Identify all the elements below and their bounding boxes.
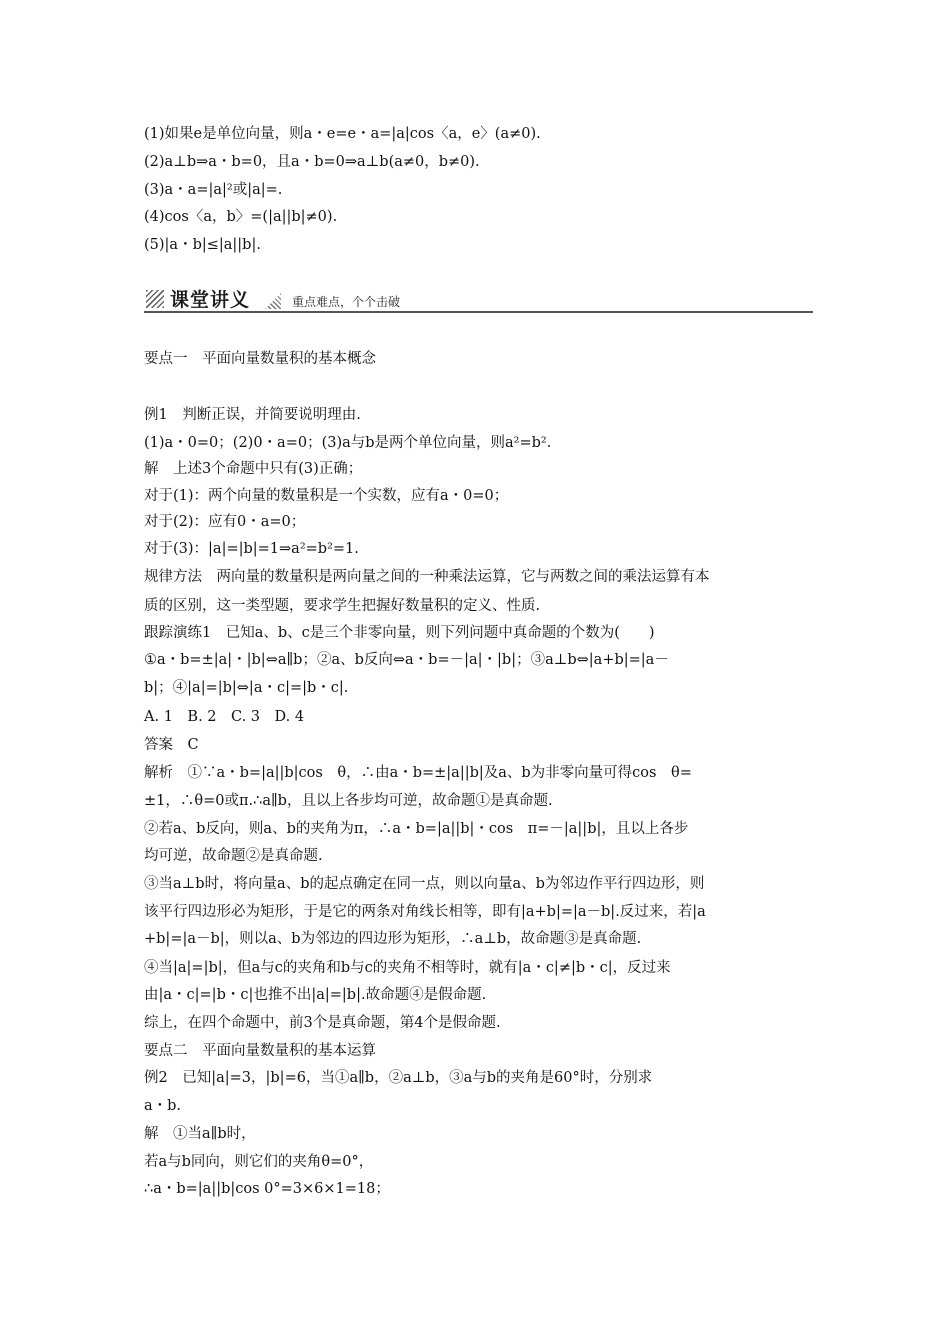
example1-line-13: 答案 C — [144, 737, 199, 753]
banner-stripes-icon — [146, 290, 164, 308]
example2-line-5: ∴a・b=|a||b|cos 0°=3×6×1=18； — [144, 1181, 390, 1197]
example1-line-23: 综上，在四个命题中，前3个是真命题，第4个是假命题. — [144, 1015, 501, 1031]
example1-line-22: 由|a・c|=|b・c|也推不出|a|=|b|.故命题④是假命题. — [144, 987, 487, 1003]
example1-line-16: ②若a、b反向，则a、b的夹角为π，∴a・b=|a||b|・cos π=－|a||b|，且以上各步 — [144, 821, 689, 837]
section-heading-1: 要点一 平面向量数量积的基本概念 — [144, 351, 376, 367]
example1-line-3: 解 上述3个命题中只有(3)正确； — [144, 461, 363, 477]
intro-line-2: (2)a⊥b⇒a・b=0，且a・b=0⇒a⊥b(a≠0，b≠0). — [144, 154, 480, 170]
intro-line-4: (4)cos〈a，b〉=(|a||b|≠0). — [144, 209, 338, 225]
section-heading-2: 要点二 平面向量数量积的基本运算 — [144, 1043, 376, 1059]
example1-line-20: +b|=|a－b|，则以a、b为邻边的四边形为矩形，∴a⊥b，故命题③是真命题. — [144, 931, 642, 947]
banner-rule — [144, 311, 813, 313]
intro-line-3: (3)a・a=|a|²或|a|=. — [144, 182, 283, 198]
example1-line-18: ③当a⊥b时，将向量a、b的起点确定在同一点，则以向量a、b为邻边作平行四边形，则 — [144, 876, 705, 892]
section-banner — [144, 284, 813, 314]
example1-line-17: 均可逆，故命题②是真命题. — [144, 848, 323, 864]
example1-line-1: 例1 判断正误，并简要说明理由. — [144, 407, 361, 423]
example2-line-2: a・b. — [144, 1098, 182, 1114]
example1-line-21: ④当|a|=|b|，但a与c的夹角和b与c的夹角不相等时，就有|a・c|≠|b・c|，反过来 — [144, 960, 671, 976]
example1-line-19: 该平行四边形必为矩形，于是它的两条对角线长相等，即有|a+b|=|a－b|.反过来，若|a — [144, 904, 706, 920]
example1-line-12: A. 1 B. 2 C. 3 D. 4 — [144, 709, 305, 725]
example1-line-11: b|；④|a|=|b|⇔|a・c|=|b・c|. — [144, 680, 349, 696]
example1-line-2: (1)a・0=0；(2)0・a=0；(3)a与b是两个单位向量，则a²=b². — [144, 435, 552, 451]
banner-title: 课堂讲义 — [170, 289, 251, 311]
example2-line-3: 解 ①当a∥b时， — [144, 1126, 256, 1142]
example1-line-8: 质的区别，这一类型题，要求学生把握好数量积的定义、性质. — [144, 598, 541, 614]
intro-line-1: (1)如果e是单位向量，则a・e=e・a=|a|cos〈a，e〉(a≠0). — [144, 126, 541, 142]
example1-line-15: ±1，∴θ=0或π.∴a∥b，且以上各步均可逆，故命题①是真命题. — [144, 793, 553, 809]
example1-line-4: 对于(1)：两个向量的数量积是一个实数，应有a・0=0； — [144, 488, 509, 504]
banner-subtitle: 重点难点，个个击破 — [292, 295, 401, 309]
example1-line-14: 解析 ①∵a・b=|a||b|cos θ，∴由a・b=±|a||b|及a、b为非零向量可得cos θ= — [144, 765, 692, 781]
banner-wedge-icon — [265, 293, 281, 309]
example1-line-10: ①a・b=±|a|・|b|⇔a∥b；②a、b反向⇔a・b=－|a|・|b|；③a⊥b⇔|a+b|=|a－ — [144, 652, 669, 668]
example1-line-5: 对于(2)：应有0・a=0； — [144, 514, 306, 530]
intro-line-5: (5)|a・b|≤|a||b|. — [144, 237, 261, 253]
example1-line-9: 跟踪演练1 已知a、b、c是三个非零向量，则下列问题中真命题的个数为( ) — [144, 625, 655, 641]
example2-line-1: 例2 已知|a|=3，|b|=6，当①a∥b，②a⊥b，③a与b的夹角是60°时，分别求 — [144, 1070, 653, 1086]
example1-line-6: 对于(3)：|a|=|b|=1⇒a²=b²=1. — [144, 541, 359, 557]
example2-line-4: 若a与b同向，则它们的夹角θ=0°， — [144, 1154, 374, 1170]
example1-line-7: 规律方法 两向量的数量积是两向量之间的一种乘法运算，它与两数之间的乘法运算有本 — [144, 569, 710, 585]
